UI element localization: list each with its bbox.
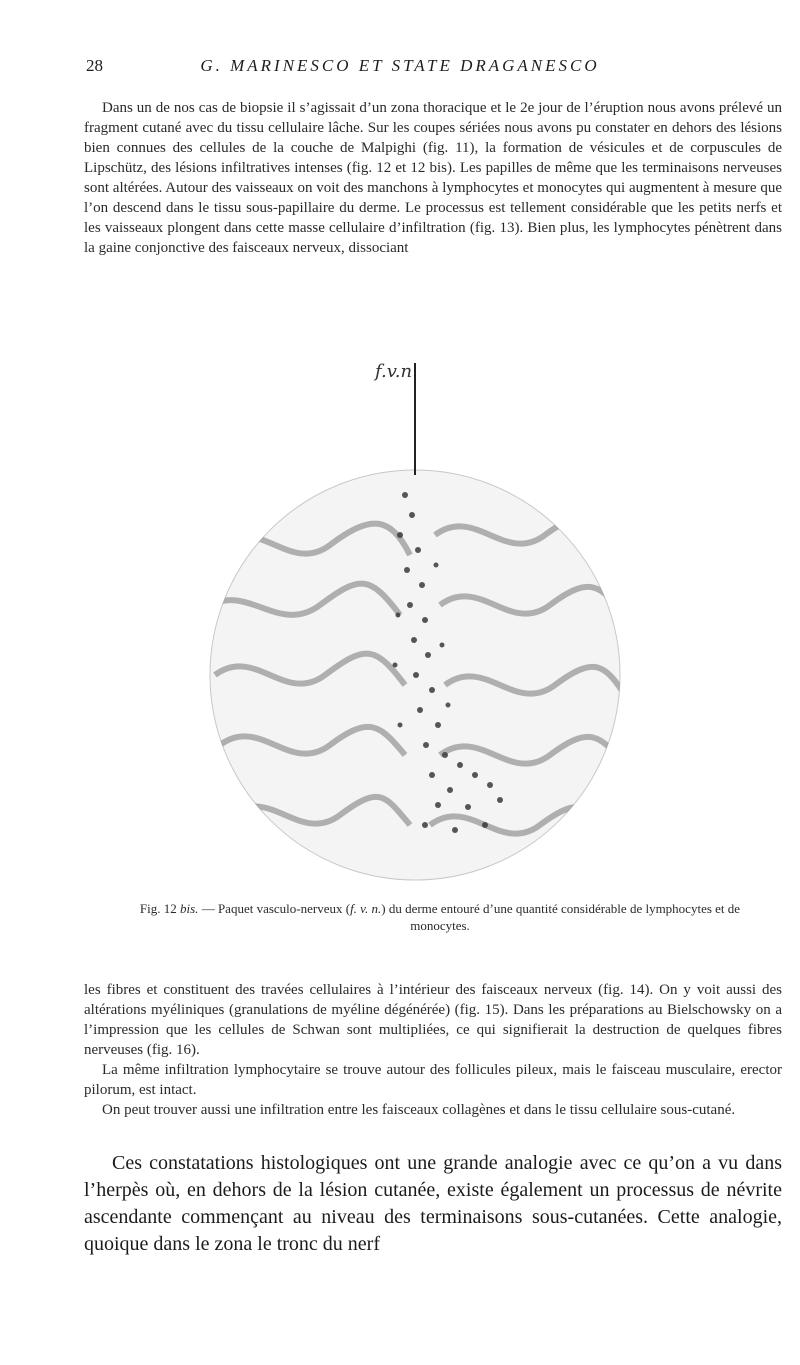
caption-fig-suffix: bis. — [180, 901, 199, 916]
paragraph-2 — [84, 980, 782, 1120]
page-header — [0, 56, 800, 80]
caption-fig-number: Fig. 12 — [139, 901, 177, 916]
figure-caption — [120, 900, 760, 934]
paragraph-2-line-2: La même infiltration lymphocytaire se trouve autour des follicules pileux, mais le faisceau musculaire, erector pilorum, est intact. — [84, 1062, 782, 1098]
paragraph-3: Ces constatations histologiques ont une grande analogie avec ce qu’on a vu dans l’herpès où, en dehors de la lésion cutanée, existe également un processus de névrite ascendante commençant au niveau des terminaisons sous-cutanées. Cette analogie, quoique dans le zona le tronc du nerf — [84, 1152, 782, 1255]
page-number: 28 — [86, 56, 103, 75]
figure-label: f.v.n — [375, 361, 413, 382]
caption-text-after: ) du derme entouré d’une quantité considérable de lymphocytes et de monocytes. — [381, 901, 741, 933]
caption-text-before: — Paquet vasculo-nerveux ( — [201, 901, 351, 916]
paragraph-2-line-3: On peut trouver aussi une infiltration entre les faisceaux collagènes et dans le tissu cellulaire sous-cutané. — [102, 1102, 736, 1118]
histology-figure — [200, 345, 630, 890]
paragraph-1-text: Dans un de nos cas de biopsie il s’agissait d’un zona thoracique et le 2e jour de l’éruption nous avons prélevé un fragment cutané avec du tissu cellulaire lâche. Sur les coupes sériées nous avons pu constater en dehors des lésions bien connues des cellules de la couche de Malpighi (fig. 11), la formation de vésicules et de corpuscules de Lipschütz, des lésions infiltratives intenses (fig. 12 et 12 bis). Les papilles de même que les terminaisons nerveuses sont altérées. Autour des vaisseaux on voit des manchons à lymphocytes et monocytes qui augmentent à mesure que l’on descend dans le tissu sous-papillaire du derme. Le processus est tellement considérable que les petits nerfs et les vaisseaux plongent dans cette masse cellulaire d’infiltration (fig. 13). Bien plus, les lymphocytes pénètrent dans la gaine conjonctive des faisceaux nerveux, dissociant — [84, 100, 782, 256]
running-head: G. MARINESCO ET STATE DRAGANESCO — [200, 56, 600, 75]
paragraph-1 — [84, 98, 782, 258]
caption-abbr: f. v. n. — [350, 901, 382, 916]
paragraph-2-line-1: les fibres et constituent des travées cellulaires à l’intérieur des faisceaux nerveux (fig. 14). On y voit aussi des altérations myéliniques (granulations de myéline dégénérée) (fig. 15). Dans les préparations au Bielschowsky on a l’impression que les cellules de Schwan sont multipliées, ce qui signifierait la destruction de quelques fibres nerveuses (fig. 16). — [84, 982, 782, 1058]
